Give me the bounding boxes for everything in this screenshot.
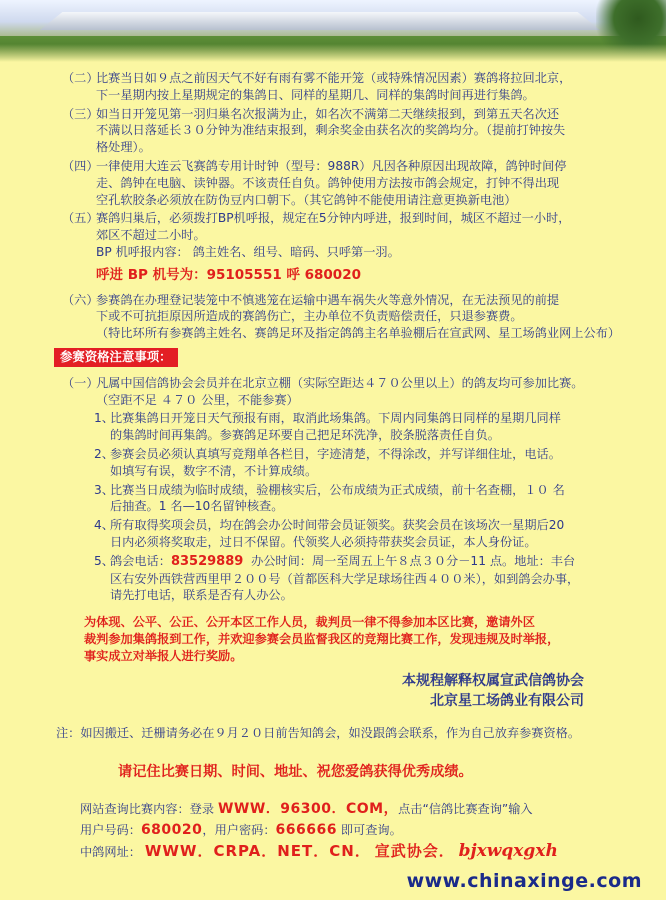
banner-fade (0, 44, 666, 62)
sub-number: 5、 (94, 553, 114, 568)
sub-line: 请先打电话，联系是否有人办公。 (110, 588, 293, 603)
rule-line: 格处理）。 (96, 140, 151, 155)
warning-line: 裁判参加集鸽报到工作，并欢迎参赛会员监督我区的竞翔比赛工作，发现违规及时举报， (84, 632, 560, 647)
rule-line: 走、鸽钟在电脑、读钟器。不该责任自负。鸽钟使用方法按市鸽会规定，打钟不得出现 (96, 175, 560, 190)
phone-label: 鸽会电话： (110, 553, 171, 568)
rule-6 (0, 292, 666, 342)
warning-line: 事实成立对举报人进行奖励。 (84, 649, 243, 664)
website-info (0, 799, 666, 863)
qualification-notice-label: 参赛资格注意事项： (54, 348, 178, 367)
rule-line: 如当日开笼见第一羽归巢名次报满为止，如名次不满第二天继续报到，到第五天名次还 (96, 106, 560, 121)
query-site-link[interactable]: WWW．96300．COM， (217, 800, 399, 817)
rule-line: 凡属中国信鸽协会会员并在北京立棚（实际空距达４７０公里以上）的鸽友均可参加比赛。 (96, 375, 584, 390)
pwd-suffix: 即可查询。 (340, 822, 402, 837)
rule-line: 赛鸽归巢后，必须拨打BP机呼报，规定在5分钟内呼进，报到时间，城区不超过一小时， (96, 211, 571, 226)
rule-2 (0, 70, 666, 104)
rule-line: 空孔软胶条必须放在防伪豆内口朝下。（其它鸽钟不能使用请注意更换新电池） (96, 192, 517, 207)
rule-line: 下一星期内按上星期规定的集鸽日、同样的星期几、同样的集鸽时间再进行集鸽。 (96, 87, 535, 102)
sub-line: 比赛集鸽日开笼日天气预报有雨，取消此场集鸽。下周内同集鸽日同样的星期几同样 (110, 411, 561, 426)
rule-number: （三） (62, 106, 99, 121)
rule-3 (0, 106, 666, 156)
stadium-stand (40, 12, 600, 30)
site-url-link[interactable]: WWW．CRPA．NET．CN． (144, 841, 371, 860)
rule-line: 比赛当日如９点之前因天气不好有雨有雾不能开笼（或特殊情况因素）赛鸽将拉回北京， (96, 71, 572, 85)
interpretation-text: 本规程解释权属宣武信鸽协会 (402, 673, 584, 690)
rule-note: （特比环所有参赛鸽主姓名、赛鸽足环及指定鸽鸽主名单验棚后在宣武网、星工场鸽业网上公布） (96, 326, 621, 341)
site-line (80, 841, 666, 863)
query-suffix: 点击“信鸽比赛查询”输入 (398, 801, 533, 816)
pwd-label: ，用户密码： (202, 822, 276, 837)
sub-number: 3、 (94, 482, 114, 497)
bp-pager-number: 呼进 BP 机号为：95105551 呼 680020 (96, 266, 361, 283)
rule-line: 参赛鸽在办理登记装笼中不慎逃笼在运输中遇车祸失火等意外情况，在无法预见的前提 (96, 292, 560, 307)
company-name: 北京星工场鸽业有限公司 (430, 693, 584, 710)
qualification-sub-1 (0, 410, 666, 444)
qualification-sub-2 (0, 446, 666, 480)
credentials-line (80, 820, 666, 841)
sub-number: 4、 (94, 518, 114, 533)
qualification-sub-3 (0, 482, 666, 516)
sub-line: 日内必须将奖取走，过日不保留。代领奖人必须持带获奖会员证，本人身份证。 (110, 534, 537, 549)
query-line (80, 799, 666, 820)
user-number: 680020 (140, 821, 203, 838)
rule-line: 不满以日落延长３０分钟为准结束报到，剩余奖金由获名次的奖鸽均分。（提前打钟按失 (96, 123, 566, 138)
sub-line: 参赛会员必须认真填写竞翔单各栏目，字迹清楚，不得涂改，并写详细住址，电话。 (110, 446, 561, 461)
sub-line: 的集鸽时间再集鸽。参赛鸽足环要自己把足环洗净，胶条脱落责任自负。 (110, 428, 500, 443)
rule-5 (0, 210, 666, 260)
relocation-note: 注：如因搬迁、迁栅请务必在９月２０日前告知鸽会，如没跟鸽会联系，作为自己放弃参赛资格。 (56, 726, 581, 741)
sub-line: 所有取得奖项会员，均在鸽会办公时间带会员证领奖。获奖会员在该场次一星期后20 (110, 518, 565, 533)
rule-number: （五） (62, 211, 99, 226)
remember-message: 请记住比赛日期、时间、地址、祝您爱鸽获得优秀成绩。 (118, 763, 473, 780)
rule-line: （空距不足 ４７０ 公里，不能参赛） (96, 392, 299, 407)
sub-line: 后抽查。1 名—10名留钟核查。 (110, 499, 284, 514)
fairness-warning (0, 614, 666, 665)
watermark: www.chinaxinge.com (406, 870, 642, 892)
rule-number: （二） (62, 71, 99, 85)
user-label: 用户号码： (80, 822, 141, 837)
rule-line: BP 机呼报内容： 鸽主姓名、组号、暗码、只呼第一羽。 (96, 244, 400, 259)
rules-document (0, 70, 666, 863)
phone-number: 83529889 (170, 553, 244, 569)
contact-line (110, 553, 606, 571)
interpretation-block (0, 671, 666, 711)
header-banner (0, 0, 666, 62)
rule-line: 一律使用大连云飞赛鸽专用计时钟（型号：988R）凡因各种原因出现故障，鸽钟时间停 (96, 158, 567, 173)
sub-number: 2、 (94, 446, 114, 461)
warning-line: 为体现、公平、公正、公开本区工作人员，裁判员一律不得参加本区比赛，邀请外区 (84, 615, 535, 630)
query-prefix: 网站查询比赛内容：登录 (80, 801, 215, 816)
rule-line: 郊区不超过二小时。 (96, 228, 206, 243)
sub-line: 区右安外西铁营西里甲２００号（首都医科大学足球场往西４００米），如到鸽会办事， (110, 571, 580, 586)
rule-number: （四） (62, 158, 99, 173)
pwd-number: 666666 (275, 821, 337, 838)
rule-number: （六） (62, 292, 99, 307)
sub-number: 1、 (94, 411, 114, 426)
rule-number: （一） (62, 375, 99, 390)
office-hours: 办公时间：周一至周五上午８点３０分－11 点。地址：丰台 (251, 553, 576, 568)
site-association: 宣武协会． (374, 841, 455, 860)
rule-line: 下或不可抗拒原因所造成的赛鸽伤亡，主办单位不负责赔偿责任，只退参赛费。 (96, 309, 523, 324)
sub-line: 如填写有误，数字不清，不计算成绩。 (110, 463, 318, 478)
qualification-sub-5-contact (0, 553, 666, 604)
qualification-1 (0, 375, 666, 409)
qualification-sub-4 (0, 517, 666, 551)
site-label: 中鸽网址： (80, 844, 141, 859)
sub-line: 比赛当日成绩为临时成绩，验棚核实后，公布成绩为正式成绩，前十名查棚，１０ 名 (110, 482, 565, 497)
site-code: bjxwqxgxh (458, 840, 558, 861)
rule-4 (0, 158, 666, 208)
